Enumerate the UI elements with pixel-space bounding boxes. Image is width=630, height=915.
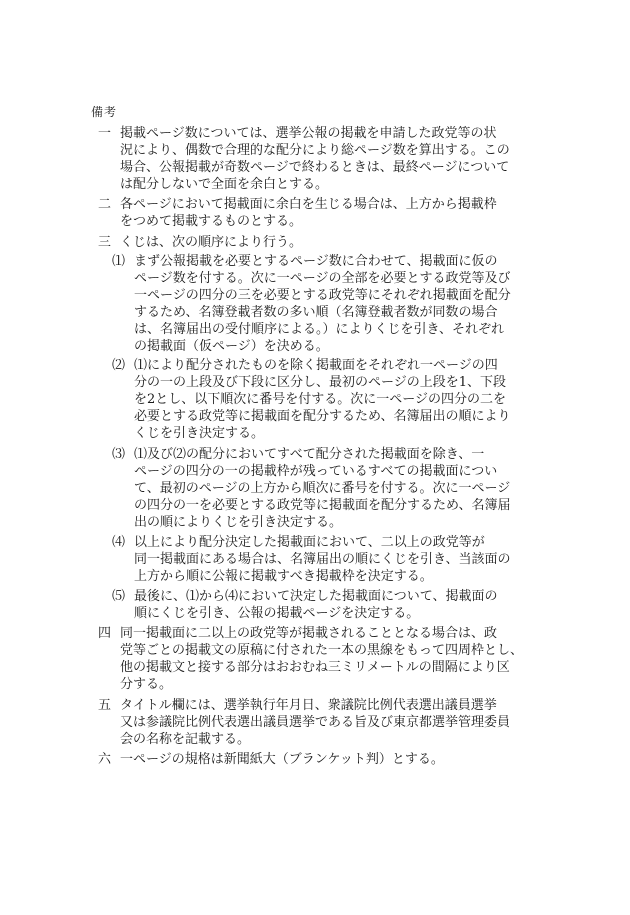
notes-heading: 備考: [91, 105, 118, 119]
item-number: 一: [98, 126, 112, 141]
sub-item-number: ⑷: [112, 535, 126, 550]
item-line: は配分しないで全面を余白とする。: [120, 177, 329, 192]
note-item-1: [98, 125, 510, 193]
item-number: 二: [98, 197, 112, 212]
sub-item-line: 一ページの四分の三を必要とする政党等にそれぞれ掲載面を配分: [134, 288, 511, 303]
sub-item-line: ⑴及び⑵の配分においてすべて配分された掲載面を除き、一: [134, 447, 485, 462]
sub-item-2: [112, 357, 510, 442]
note-item-2: [98, 196, 497, 230]
sub-item-line: の掲載面（仮ページ）を決める。: [134, 339, 329, 354]
item-number: 三: [98, 235, 112, 250]
sub-item-line: ページの四分の一の掲載枠が残っているすべての掲載面につい: [134, 464, 498, 479]
item-line: 同一掲載面に二以上の政党等が掲載されることとなる場合は、政: [120, 626, 498, 641]
sub-item-line: は、名簿届出の受付順序による。）によりくじを引き、それぞれ: [134, 322, 504, 337]
item-number: 六: [98, 752, 112, 767]
sub-item-line: 必要とする政党等に掲載面を配分するため、名簿届出の順により: [134, 409, 511, 424]
sub-item-3: [112, 446, 510, 531]
sub-item-line: ページ数を付する。次に一ページの全部を必要とする政党等及び: [134, 271, 511, 286]
sub-item-line: 分の一の上段及び下段に区分し、最初のページの上段を1、下段: [134, 375, 507, 390]
sub-item-line: 最後に、⑴から⑷において決定した掲載面について、掲載面の: [134, 589, 498, 604]
sub-item-number: ⑴: [112, 254, 126, 269]
sub-item-line: て、最初のページの上方から順次に番号を付する。次に一ページ: [134, 481, 511, 496]
sub-item-line: ⑴により配分されたものを除く掲載面をそれぞれ一ページの四: [134, 358, 498, 373]
sub-item-line: 出の順によりくじを引き決定する。: [134, 515, 343, 530]
item-line: 場合、公報掲載が奇数ページで終わるときは、最終ページについて: [120, 160, 510, 175]
item-line: 他の掲載文と接する部分はおおむね三ミリメートルの間隔により区: [120, 660, 510, 675]
sub-item-number: ⑸: [112, 589, 126, 604]
sub-item-5: [112, 588, 497, 622]
item-line: 又は参議院比例代表選出議員選挙である旨及び東京都選挙管理委員: [120, 715, 511, 730]
item-line: 掲載ページ数については、選挙公報の掲載を申請した政党等の状: [120, 126, 497, 141]
item-number: 五: [98, 698, 112, 713]
sub-item-number: ⑶: [112, 447, 126, 462]
sub-item-line: するため、名簿登載者数の多い順（名簿登載者数が同数の場合: [134, 305, 498, 320]
item-line: 一ページの規格は新聞紙大（ブランケット判）とする。: [120, 752, 444, 767]
note-item-5: [98, 697, 510, 748]
sub-item-line: 同一掲載面にある場合は、名簿届出の順にくじを引き、当該面の: [134, 552, 511, 567]
item-line: 況により、偶数で合理的な配分により総ページ数を算出する。この: [120, 143, 510, 158]
sub-item-line: 上方から順に公報に掲載すべき掲載枠を決定する。: [134, 569, 433, 584]
sub-item-number: ⑵: [112, 358, 126, 373]
sub-item-line: 順にくじを引き、公報の掲載ページを決定する。: [134, 606, 420, 621]
item-line: 会の名称を記載する。: [120, 732, 251, 747]
item-line: 各ページにおいて掲載面に余白を生じる場合は、上方から掲載枠: [120, 197, 497, 212]
item-line: タイトル欄には、選挙執行年月日、衆議院比例代表選出議員選挙: [120, 698, 497, 713]
item-line: 党等ごとの掲載文の原稿に付された一本の黒線をもって四周枠とし、: [120, 643, 524, 658]
sub-item-1: [112, 253, 511, 355]
item-line: くじは、次の順序により行う。: [120, 235, 303, 250]
note-item-3: [98, 234, 302, 251]
sub-item-line: 以上により配分決定した掲載面において、二以上の政党等が: [134, 535, 485, 550]
sub-item-4: [112, 534, 510, 585]
sub-item-line: くじを引き決定する。: [134, 426, 265, 441]
note-item-4: [98, 625, 523, 693]
sub-item-line: を2とし、以下順次に番号を付する。次に一ページの四分の二を: [134, 392, 507, 407]
item-line: 分する。: [120, 677, 173, 692]
sub-item-line: まず公報掲載を必要とするページ数に合わせて、掲載面に仮の: [134, 254, 498, 269]
note-item-6: [98, 751, 444, 768]
sub-item-line: の四分の一を必要とする政党等に掲載面を配分するため、名簿届: [134, 498, 511, 513]
item-line: をつめて掲載するものとする。: [120, 214, 303, 229]
item-number: 四: [98, 626, 112, 641]
